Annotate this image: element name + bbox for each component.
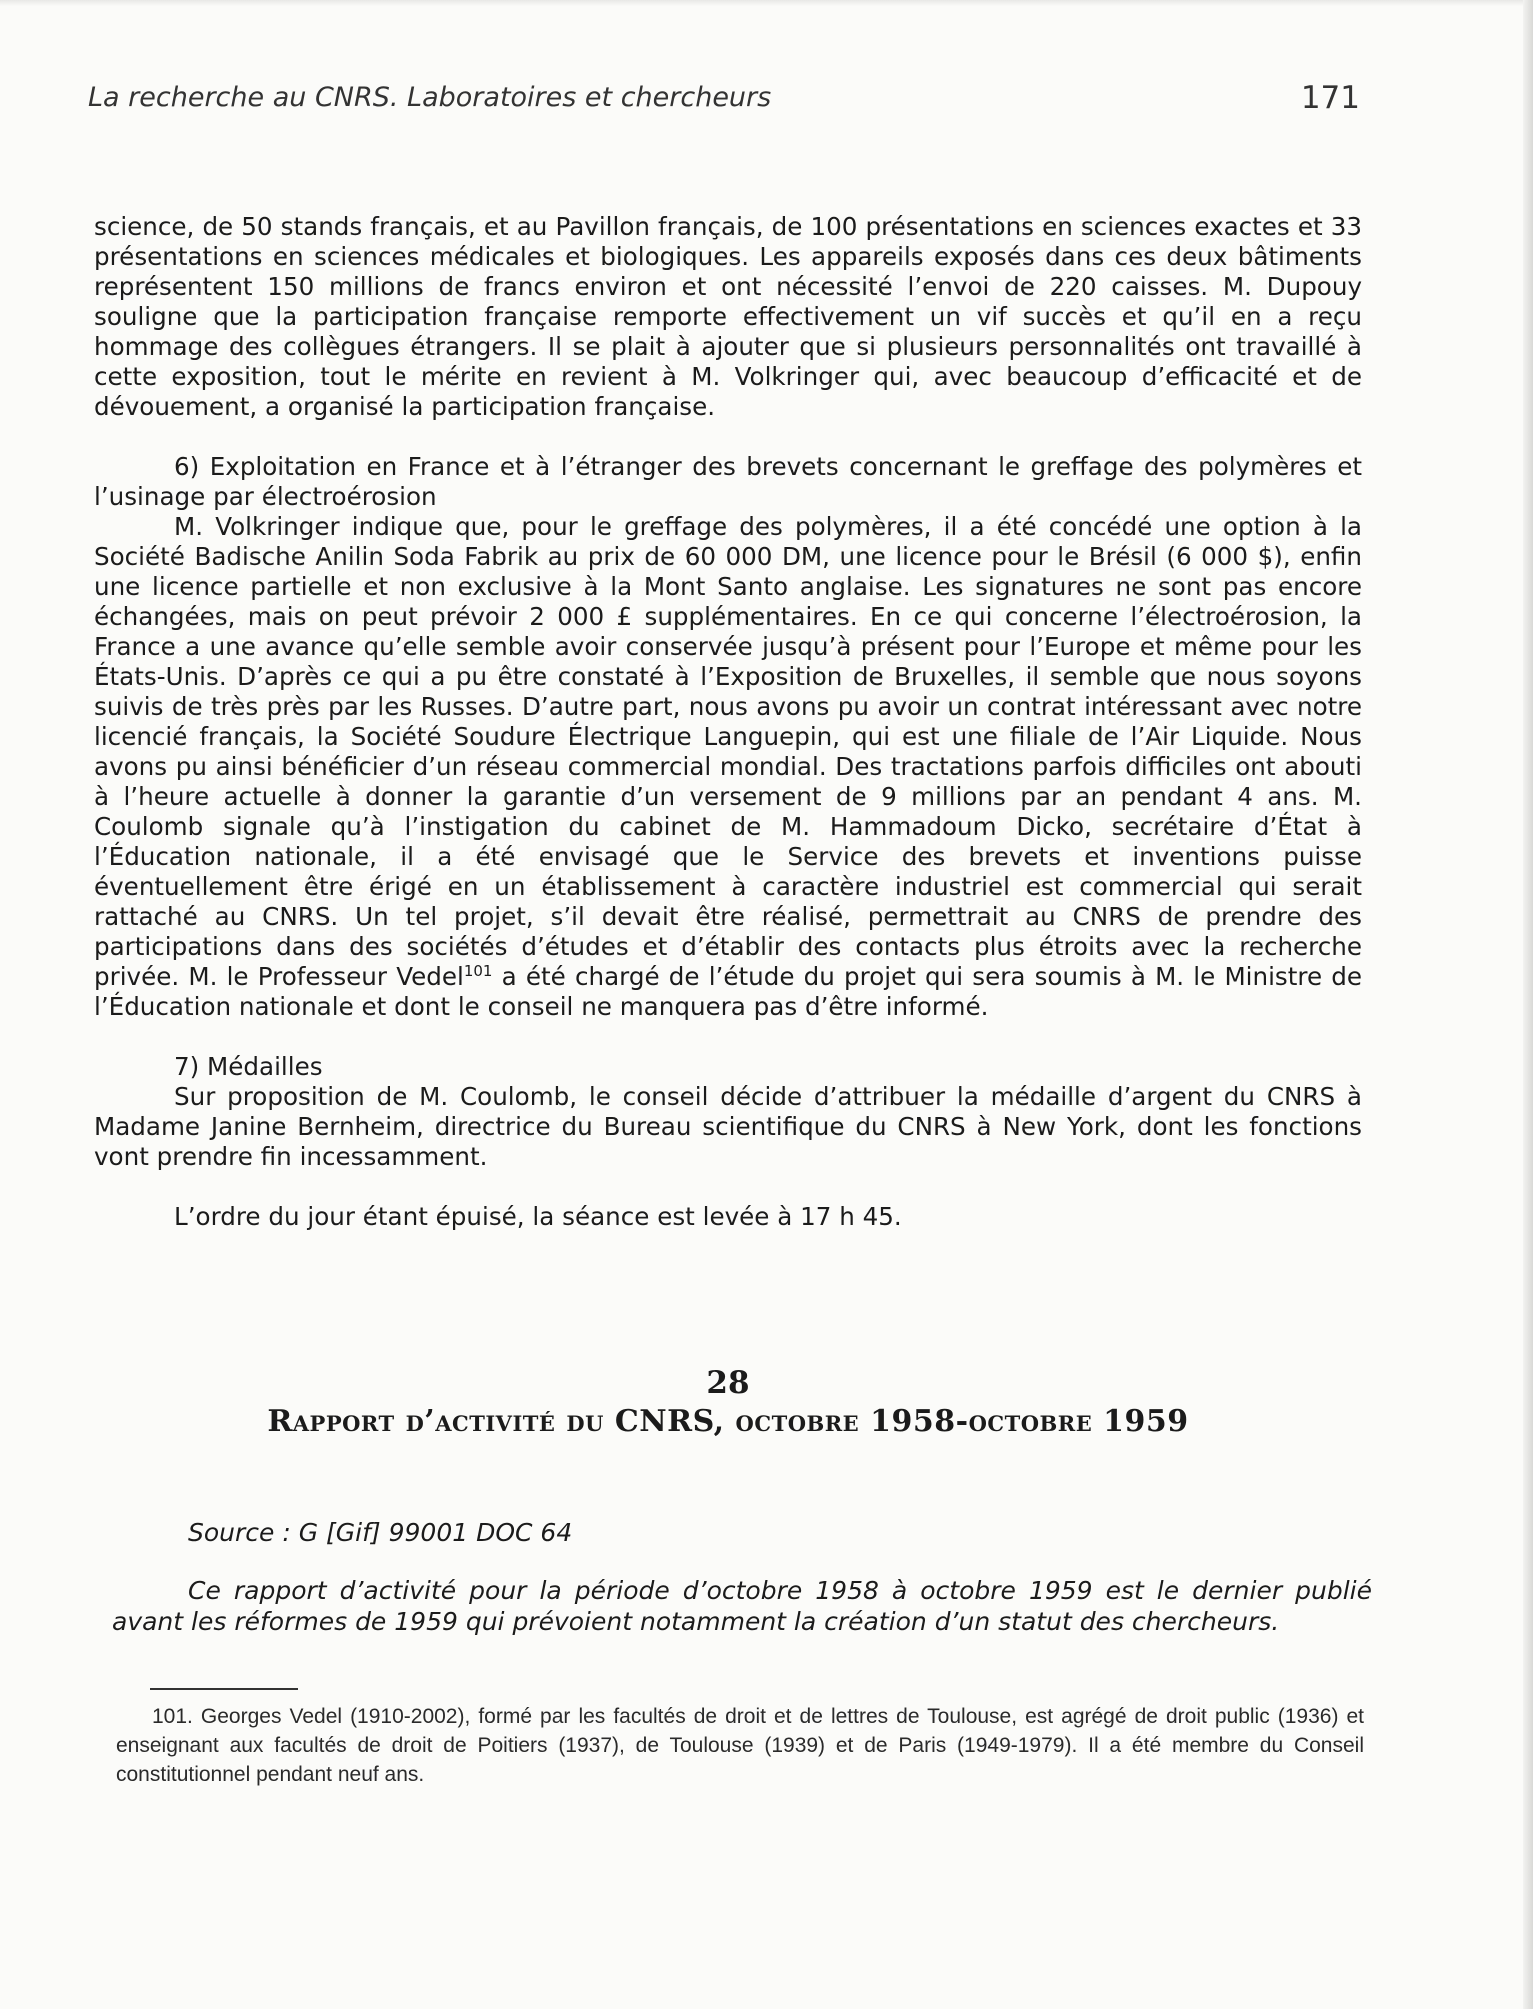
closing-sentence: L’ordre du jour étant épuisé, la séance est levée à 17 h 45. <box>174 1202 902 1231</box>
section-7-body: Sur proposition de M. Coulomb, le conseil décide d’attribuer la médaille d’argent du CNRS à Madame Janine Bernheim, directrice du Bureau scientifique du CNRS à New York, dont les fonctions vont prendre fin incessamment. <box>94 1082 1362 1171</box>
paragraph-gap <box>94 1172 1362 1202</box>
running-head <box>88 82 1360 122</box>
source-line: Source : G [Gif] 99001 DOC 64 <box>188 1518 573 1547</box>
main-text <box>94 212 1362 1232</box>
footnote-separator <box>150 1688 298 1690</box>
footnote-101: 101. Georges Vedel (1910-2002), formé par les facultés de droit et de lettres de Toulouse, est agrégé de droit public (1936) et enseignant aux facultés de droit de Poitiers (1937), de Toulouse (1939) et de Paris (1949-1979). Il a été membre du Conseil constitutionnel pendant neuf ans. <box>116 1705 1364 1786</box>
page-top-edge <box>0 0 1533 6</box>
paragraph-gap <box>94 422 1362 452</box>
chapter-number: 28 <box>706 1365 750 1401</box>
section-7-heading: 7) Médailles <box>174 1052 323 1081</box>
paragraph-gap <box>94 1022 1362 1052</box>
footnote-ref-101[interactable]: 101 <box>463 962 493 980</box>
section-6-body <box>94 512 1362 1022</box>
continuation-paragraph: science, de 50 stands français, et au Pavillon français, de 100 présentations en sciences exactes et 33 présentations en sciences médicales et biologiques. Les appareils exposés dans ces deux bâtiments représentent 150 millions de francs environ et ont nécessité l’envoi de 220 caisses. M. Dupouy souligne que la participation française remporte effectivement un vif succès et qu’il en a reçu hommage des collègues étrangers. Il se plait à ajouter que si plusieurs personnalités ont travaillé à cette exposition, tout le mérite en revient à M. Volkringer qui, avec beaucoup d’efficacité et de dévouement, a organisé la participation française. <box>94 212 1362 421</box>
chapter-intro: Ce rapport d’activité pour la période d’octobre 1958 à octobre 1959 est le dernier publié avant les réformes de 1959 qui prévoient notamment la création d’un statut des chercheurs. <box>112 1576 1372 1636</box>
running-head-title: La recherche au CNRS. Laboratoires et chercheurs <box>88 82 772 113</box>
section-6-text: M. Volkringer indique que, pour le greffage des polymères, il a été concédé une option à la Société Badische Anilin Soda Fabrik au prix de 60 000 DM, une licence pour le Brésil (6 000 $), enfin une licence partielle et non exclusive à la Mont Santo anglaise. Les signatures ne sont pas encore échangées, mais on peut prévoir 2 000 £ supplémentaires. En ce qui concerne l’électroérosion, la France a une avance qu’elle semble avoir conservée jusqu’à présent pour l’Europe et même pour les États-Unis. D’après ce qui a pu être constaté à l’Exposition de Bruxelles, il semble que nous soyons suivis de très près par les Russes. D’autre part, nous avons pu avoir un contrat intéressant avec notre licencié français, la Société Soudure Électrique Languepin, qui est une filiale de l’Air Liquide. Nous avons pu ainsi bénéficier d’un réseau commercial mondial. Des tractations parfois difficiles ont abouti à l’heure actuelle à donner la garantie d’un versement de 9 millions par an pendant 4 ans. M. Coulomb signale qu’à l’instigation du cabinet de M. Hammadoum Dicko, secrétaire d’État à l’Éducation nationale, il a été envisagé que le Service des brevets et inventions puisse éventuellement être érigé en un établissement à caractère industriel est commercial qui serait rattaché au CNRS. Un tel projet, s’il devait être réalisé, permettrait au CNRS de prendre des participations dans des sociétés d’études et d’établir des contacts plus étroits avec la recherche privée. M. le Professeur Vedel <box>94 512 1362 991</box>
page-number: 171 <box>1300 80 1360 116</box>
page-right-edge <box>1523 0 1533 2009</box>
chapter-title: Rapport d’activité du CNRS, octobre 1958-octobre 1959 <box>267 1404 1189 1439</box>
section-6-text-end: a été chargé de l’étude du projet qui sera soumis à M. le Ministre de l’Éducation nationale et dont le conseil ne manquera pas d’être informé. <box>94 962 1363 1021</box>
section-6-heading: 6) Exploitation en France et à l’étranger des brevets concernant le greffage des polymères et l’usinage par électroérosion <box>94 452 1362 511</box>
